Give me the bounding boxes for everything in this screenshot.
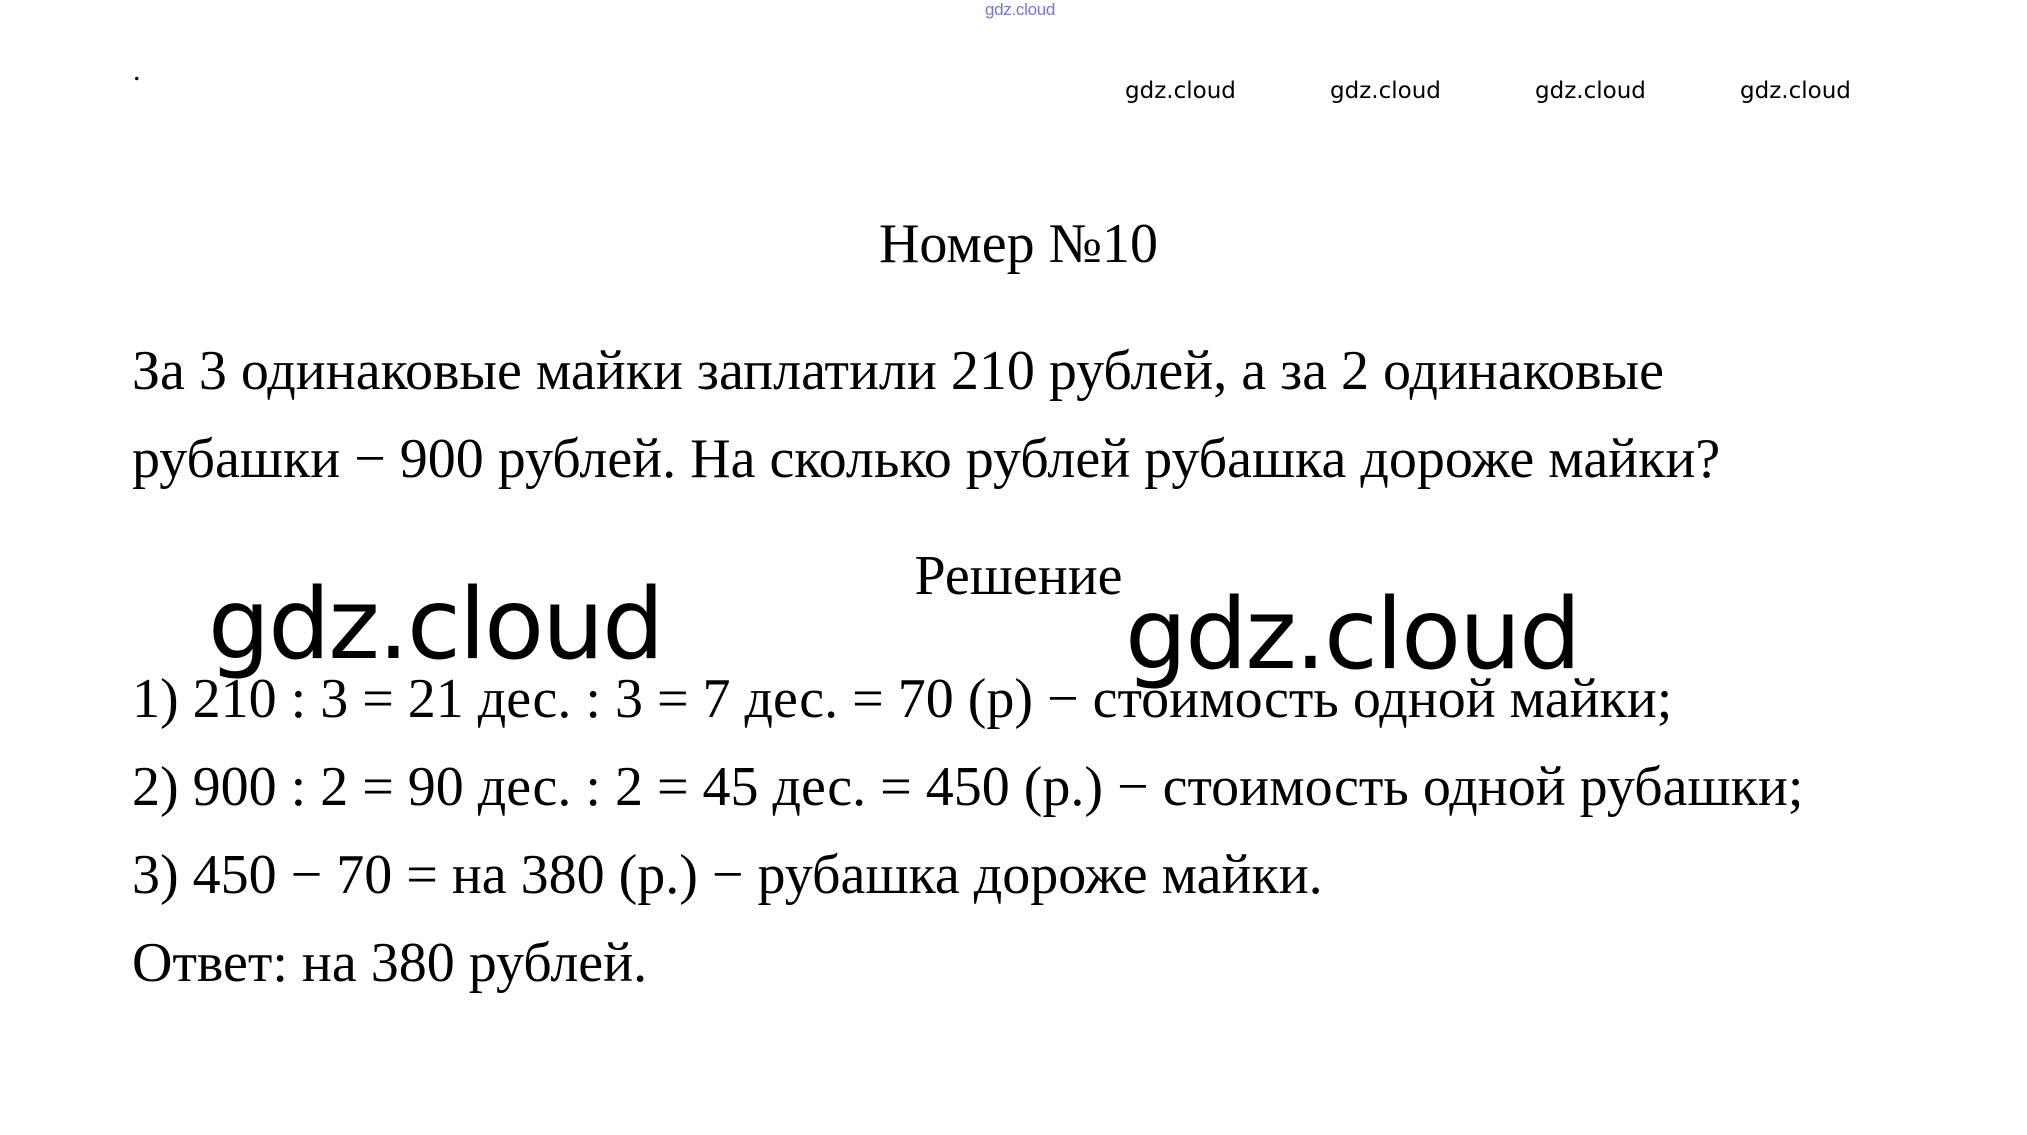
- watermark-row-item: gdz.cloud: [1535, 78, 1646, 104]
- watermark-large-left: gdz.cloud: [208, 568, 663, 682]
- watermark-large-right: gdz.cloud: [1125, 578, 1580, 692]
- solution-step: 2) 900 : 2 = 90 дес. : 2 = 45 дес. = 450 (р.) − стоимость одной рубашки;: [132, 756, 1804, 818]
- solution-heading: Решение: [914, 545, 1123, 607]
- watermark-row-item: gdz.cloud: [1740, 78, 1851, 104]
- problem-statement: [132, 327, 1992, 503]
- watermark-row-item: gdz.cloud: [1330, 78, 1441, 104]
- problem-line: За 3 одинаковые майки заплатили 210 рублей, а за 2 одинаковые: [132, 340, 1665, 402]
- solution-step: 1) 210 : 3 = 21 дес. : 3 = 7 дес. = 70 (р) − стоимость одной майки;: [132, 668, 1673, 730]
- watermark-top: gdz.cloud: [985, 0, 1056, 19]
- watermark-row-item: gdz.cloud: [1125, 78, 1236, 104]
- page-title: Номер №10: [878, 213, 1159, 275]
- solution-steps: [132, 655, 2012, 1007]
- solution-step: 3) 450 − 70 = на 380 (р.) − рубашка дороже майки.: [132, 844, 1323, 906]
- answer-line: Ответ: на 380 рублей.: [132, 932, 648, 994]
- page-dot: .: [133, 54, 141, 87]
- problem-line: рубашки − 900 рублей. На сколько рублей рубашка дороже майки?: [132, 428, 1721, 490]
